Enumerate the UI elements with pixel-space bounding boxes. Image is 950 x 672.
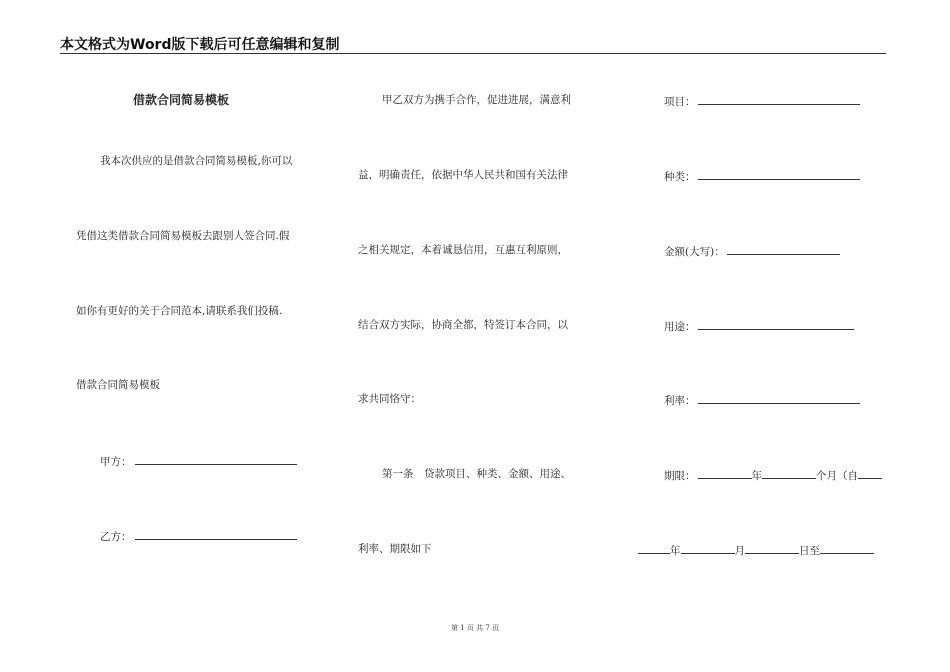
from-day-blank[interactable]	[745, 542, 799, 554]
term-from-blank[interactable]	[858, 467, 882, 479]
date-range-row	[638, 542, 874, 558]
from-year-unit: 年	[670, 545, 681, 557]
term-month-count-unit: 个月（自	[816, 470, 858, 482]
clause-line-2: 益，明确责任，依据中华人民共和国有关法律	[358, 169, 568, 181]
to-date-blank[interactable]	[820, 542, 874, 554]
amount-blank[interactable]	[727, 243, 840, 255]
use-blank[interactable]	[698, 318, 854, 330]
intro-line-3: 如你有更好的关于合同范本,请联系我们投稿.	[76, 305, 283, 317]
page-footer: 第 1 页 共 7 页	[450, 624, 500, 632]
party-a-blank[interactable]	[135, 453, 297, 465]
party-b-blank[interactable]	[135, 528, 297, 540]
amount-row	[664, 243, 840, 259]
intro-line-4: 借款合同简易模板	[76, 379, 160, 391]
type-row	[664, 168, 860, 184]
from-month-blank[interactable]	[681, 542, 735, 554]
clause-line-7: 利率、期限如下	[358, 543, 432, 555]
amount-label: 金额(大写)：	[664, 246, 725, 258]
term-year-unit: 年	[751, 470, 762, 482]
party-a-label: 甲方：	[100, 456, 132, 468]
rate-label: 利率：	[664, 395, 696, 407]
item-label: 项目：	[664, 96, 696, 108]
item-blank[interactable]	[698, 93, 860, 105]
rate-row	[664, 392, 860, 408]
term-row	[664, 467, 882, 483]
clause-line-5: 求共同恪守：	[358, 393, 421, 405]
type-label: 种类：	[664, 171, 696, 183]
clause-line-3: 之相关规定，本着诚恳信用，互惠互利原则，	[358, 244, 568, 256]
party-b-label: 乙方：	[100, 531, 132, 543]
clause-line-1: 甲乙双方为携手合作，促进进展，满意利	[382, 94, 571, 106]
term-months-blank[interactable]	[762, 467, 816, 479]
header-rule	[60, 53, 886, 54]
use-row	[664, 318, 854, 334]
intro-line-2: 凭借这类借款合同简易模板去跟别人签合同.假	[76, 230, 290, 242]
intro-line-1: 我本次供应的是借款合同简易模板,你可以	[100, 155, 293, 167]
from-month-unit: 月	[734, 545, 745, 557]
clause-line-4: 结合双方实际，协商全都，特签订本合同，以	[358, 319, 568, 331]
item-row	[664, 93, 860, 109]
party-b-row	[100, 528, 297, 544]
term-label: 期限：	[664, 470, 696, 482]
type-blank[interactable]	[698, 168, 860, 180]
party-a-row	[100, 453, 297, 469]
header-title: 本文格式为Word版下载后可任意编辑和复制	[60, 37, 340, 53]
rate-blank[interactable]	[698, 392, 860, 404]
clause-line-6: 第一条 贷款项目、种类、金额、用途、	[382, 468, 571, 480]
from-year-blank[interactable]	[638, 542, 670, 554]
document-title: 借款合同简易模板	[133, 93, 230, 107]
day-to-unit: 日至	[799, 545, 820, 557]
use-label: 用途：	[664, 321, 696, 333]
term-years-blank[interactable]	[698, 467, 752, 479]
